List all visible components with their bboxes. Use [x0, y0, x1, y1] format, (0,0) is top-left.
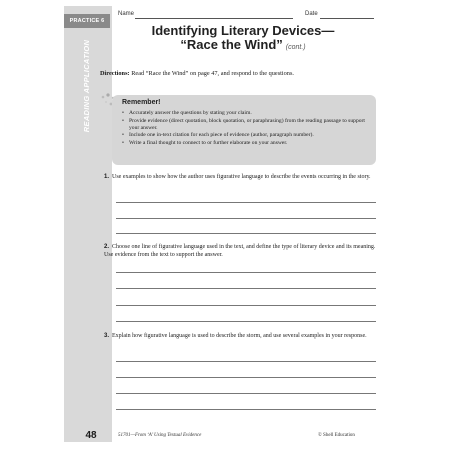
answer-line[interactable]: [116, 377, 376, 378]
remember-item: • Include one in-text citation for each piece of evidence (author, paragraph number).: [122, 132, 370, 139]
answer-line[interactable]: [116, 202, 376, 203]
name-label: Name: [118, 11, 135, 17]
answer-line[interactable]: [116, 233, 376, 234]
remember-item: • Write a final thought to connect to or further elaborate on your answer.: [122, 140, 370, 147]
name-line: [135, 11, 293, 19]
title-cont: (cont.): [285, 44, 306, 51]
answer-line[interactable]: [116, 288, 376, 289]
question-1: [104, 174, 376, 182]
date-label: Date: [305, 11, 318, 17]
section-label: READING APPLICATION: [82, 39, 91, 133]
page-title: [118, 24, 368, 55]
remember-item: • Provide evidence (direct quotation, block quotation, or paraphrasing) from the reading passage to support your answer.: [122, 118, 370, 132]
title-line-1: Identifying Literary Devices—: [151, 23, 335, 38]
question-2: [104, 244, 376, 259]
directions-label: Directions:: [100, 70, 130, 77]
question-text: Explain how figurative language is used to describe the storm, and use several examples in your response.: [112, 333, 367, 339]
question-number: 2.: [104, 244, 110, 250]
footer-citation: 51701—From ‘A’ Using Textual Evidence: [118, 433, 202, 438]
question-number: 1.: [104, 174, 110, 180]
remember-item: • Accurately answer the questions by stating your claim.: [122, 110, 370, 117]
answer-line[interactable]: [116, 321, 376, 322]
date-line: [320, 11, 374, 19]
answer-line[interactable]: [116, 393, 376, 394]
answer-line[interactable]: [116, 272, 376, 273]
practice-tab: PRACTICE 6: [64, 14, 110, 28]
directions: [100, 70, 400, 78]
answer-line[interactable]: [116, 218, 376, 219]
answer-line[interactable]: [116, 361, 376, 362]
title-story-name: “Race the Wind”: [180, 37, 283, 52]
footer-publisher: © Shell Education: [318, 433, 355, 438]
question-3: [104, 333, 376, 341]
title-line-2: [118, 38, 368, 55]
directions-text: Read “Race the Wind” on page 47, and respond to the questions.: [129, 70, 294, 77]
page-number: 48: [85, 430, 97, 441]
question-text: Use examples to show how the author uses figurative language to describe the events occurring in the story.: [112, 174, 371, 180]
question-text: Choose one line of figurative language used in the text, and define the type of literary device and its meaning. Use evidence from the text to support the answer.: [104, 244, 376, 258]
answer-line[interactable]: [116, 305, 376, 306]
remember-title: Remember!: [122, 99, 161, 106]
question-number: 3.: [104, 333, 110, 339]
remember-list: [122, 110, 370, 147]
answer-line[interactable]: [116, 409, 376, 410]
